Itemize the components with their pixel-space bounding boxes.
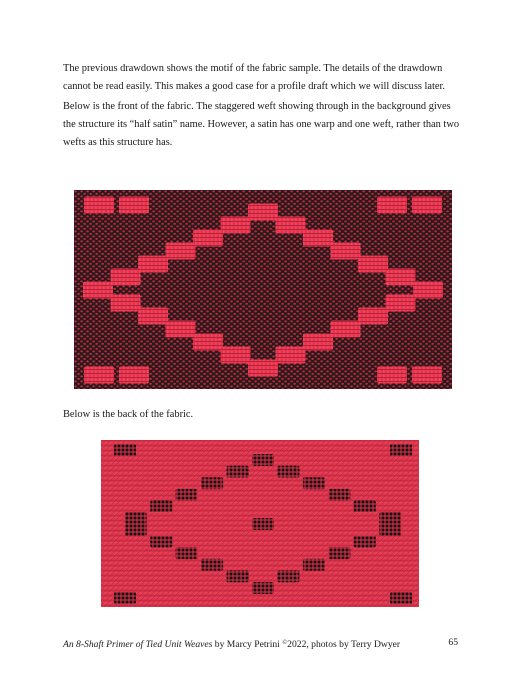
weave-block [303,559,325,571]
weave-block [386,295,416,312]
weave-block [331,321,361,338]
page-number: 65 [448,637,458,648]
intro-paragraph: The previous drawdown shows the motif of the fabric sample. The details of the drawdown cannot be read easily. This makes a good case for a profile draft which we will discuss later. [63,63,446,92]
weave-block [176,489,198,501]
weave-block [252,454,274,466]
weave-block [201,559,223,571]
weave-block [276,217,306,234]
front-description-paragraph: Below is the front of the fabric. The staggered weft showing through in the background gives the structure its “half satin” name. However, a satin has one warp and one weft, rather than two wefts as this structure has. [63,101,460,148]
weave-block [83,282,113,299]
weave-block [166,243,196,260]
byline-suffix: 2022, photos by Terry Dwyer [287,639,401,650]
weave-block [413,282,443,299]
weave-block [193,334,223,351]
weave-block [354,501,376,513]
fabric-back-photo [101,440,419,607]
weave-block [221,347,251,364]
weave-block [248,204,278,221]
weave-block [111,295,141,312]
weave-block [227,466,249,478]
weave-block [328,489,350,501]
weave-block [379,524,401,536]
weave-block [354,536,376,548]
weave-block [377,197,407,214]
weave-block [390,444,412,456]
weave-block [412,367,442,384]
weave-block [303,477,325,489]
weave-block [278,466,300,478]
weave-block [114,444,136,456]
weave-block [150,536,172,548]
weave-block [390,592,412,604]
weave-block [84,197,114,214]
book-title: An 8-Shaft Primer of Tied Unit Weaves [63,639,213,650]
weave-block [84,367,114,384]
weave-block [303,334,333,351]
weave-block [201,477,223,489]
weave-block [111,269,141,286]
weave-block [125,512,147,524]
weave-block [227,570,249,582]
weave-block [125,524,147,536]
weave-block [114,592,136,604]
weave-block [358,308,388,325]
weave-block [176,547,198,559]
weave-block [119,197,149,214]
weave-block [150,501,172,513]
weave-block [412,197,442,214]
weave-block [252,518,274,530]
weave-block [379,512,401,524]
weave-block [377,367,407,384]
fabric-front-photo [74,190,452,389]
weave-block [358,256,388,273]
copyright-symbol: © [282,639,288,646]
weave-block [138,308,168,325]
weave-block [248,360,278,377]
weave-block [386,269,416,286]
weave-block [278,570,300,582]
page-footer [63,637,458,651]
weave-block [221,217,251,234]
weave-block [331,243,361,260]
weave-block [166,321,196,338]
weave-block [138,256,168,273]
weave-block [119,367,149,384]
back-description-paragraph: Below is the back of the fabric. [63,409,194,420]
weave-block [303,230,333,247]
weave-block [252,582,274,594]
byline-prefix: by Marcy Petrini [212,639,283,650]
weave-block [193,230,223,247]
weave-block [276,347,306,364]
weave-block [328,547,350,559]
